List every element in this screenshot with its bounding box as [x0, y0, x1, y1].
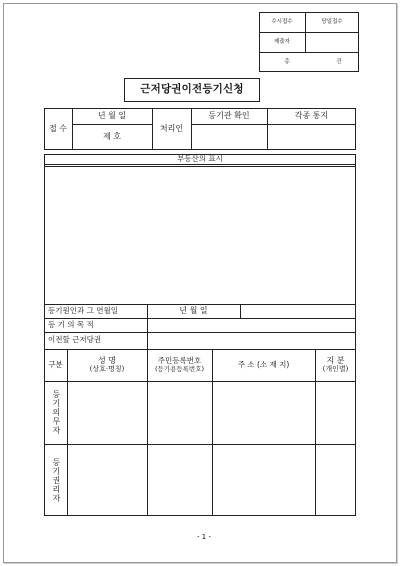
col-type-header: 구분 — [48, 359, 63, 369]
reception-number-label: 제 호 — [103, 131, 121, 141]
col-address-header: 주 소 (소 재 지) — [237, 359, 290, 369]
col-share-header — [315, 349, 356, 381]
receipt-count-unit: 건 — [336, 58, 342, 65]
col-id-header — [147, 349, 212, 381]
obligor-label-text: 등기의무자 — [51, 390, 61, 435]
col-share-line1: 지 분 — [326, 355, 345, 365]
registrar-check-label: 등기관 확인 — [208, 110, 250, 120]
col-id-line1: 주민등록번호 — [157, 356, 202, 366]
cause-date-value: 년 월 일 — [179, 305, 208, 315]
col-name-line1: 성 명 — [98, 355, 116, 365]
col-id-line2: (등기용등록번호) — [154, 364, 205, 373]
form-title: 근저당권이전등기신청 — [124, 78, 260, 102]
property-description-area[interactable] — [45, 167, 355, 303]
col-share-line2: (개인별) — [322, 364, 349, 373]
property-section-title: 부동산의 표시 — [177, 153, 223, 163]
receipt-regular-label: 수시접수 — [271, 18, 293, 25]
obligee-row[interactable] — [68, 445, 355, 516]
receipt-total-label: 총 — [284, 58, 290, 65]
col-name-line2: (상호·명칭) — [89, 364, 125, 373]
purpose-input[interactable] — [148, 319, 355, 332]
notices-label: 각종 통지 — [294, 110, 329, 120]
reception-date-label: 년 월 일 — [97, 110, 127, 120]
transfer-right-input[interactable] — [148, 333, 355, 349]
obligee-label-text: 등기권리자 — [51, 457, 61, 503]
reception-label: 접 수 — [49, 123, 67, 133]
purpose-label: 등 기 의 목 적 — [48, 319, 94, 329]
obligor-row-label — [44, 381, 67, 444]
form-page — [3, 3, 397, 563]
transfer-right-label: 이전할 근저당권 — [48, 335, 102, 345]
obligee-row-label — [44, 444, 67, 516]
processor-label: 처리인 — [159, 123, 184, 133]
page-number: - 1 - — [197, 533, 211, 542]
receipt-sameday-label: 당일접수 — [321, 18, 343, 25]
cause-date-input[interactable] — [241, 305, 355, 318]
obligor-row[interactable] — [68, 382, 355, 444]
col-name-header — [67, 349, 147, 381]
receipt-submitter-label: 제출자 — [274, 38, 290, 45]
cause-date-label: 등기원인과 그 연월일 — [48, 305, 118, 315]
